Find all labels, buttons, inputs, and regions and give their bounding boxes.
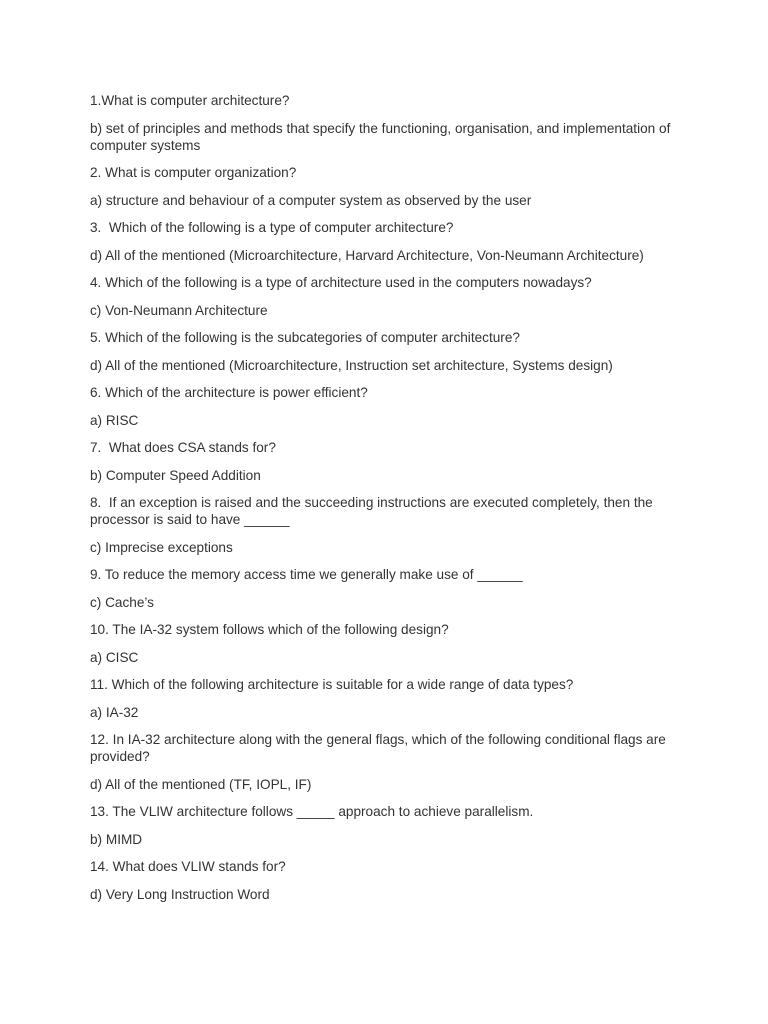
question-3: 3. Which of the following is a type of computer architecture? — [90, 220, 454, 235]
answer-8: c) Imprecise exceptions — [90, 539, 233, 555]
answer-12: d) All of the mentioned (TF, IOPL, IF) — [90, 776, 312, 792]
question-4: 4. Which of the following is a type of architecture used in the computers nowadays? — [90, 275, 592, 290]
question-2: 2. What is computer organization? — [90, 165, 297, 180]
answer-3: d) All of the mentioned (Microarchitecture, Harvard Architecture, Von-Neumann Architecture) — [90, 247, 644, 263]
answer-13: b) MIMD — [90, 831, 143, 847]
question-9: 9. To reduce the memory access time we generally make use of ______ — [90, 567, 523, 582]
question-11: 11. Which of the following architecture is suitable for a wide range of data types? — [90, 677, 574, 692]
document-body — [90, 92, 690, 913]
answer-1: b) set of principles and methods that specify the functioning, organisation, and implementation of computer systems — [90, 120, 675, 153]
question-8: 8. If an exception is raised and the succeeding instructions are executed completely, then the processor is said to have ______ — [90, 495, 657, 527]
question-6: 6. Which of the architecture is power efficient? — [90, 385, 368, 400]
answer-4: c) Von-Neumann Architecture — [90, 302, 268, 318]
answer-11: a) IA-32 — [90, 704, 139, 720]
question-12: 12. In IA-32 architecture along with the general flags, which of the following conditional flags are provided? — [90, 732, 670, 764]
answer-6: a) RISC — [90, 412, 139, 428]
question-1: 1.What is computer architecture? — [90, 93, 290, 108]
question-10: 10. The IA-32 system follows which of the following design? — [90, 622, 449, 637]
answer-10: a) CISC — [90, 649, 139, 665]
answer-5: d) All of the mentioned (Microarchitecture, Instruction set architecture, Systems design) — [90, 357, 613, 373]
question-7: 7. What does CSA stands for? — [90, 440, 276, 455]
question-5: 5. Which of the following is the subcategories of computer architecture? — [90, 330, 520, 345]
question-13: 13. The VLIW architecture follows _____ approach to achieve parallelism. — [90, 804, 534, 819]
answer-14: d) Very Long Instruction Word — [90, 886, 270, 902]
answer-9: c) Cache’s — [90, 594, 154, 610]
answer-2: a) structure and behaviour of a computer system as observed by the user — [90, 192, 532, 208]
answer-7: b) Computer Speed Addition — [90, 467, 261, 483]
question-14: 14. What does VLIW stands for? — [90, 859, 286, 874]
